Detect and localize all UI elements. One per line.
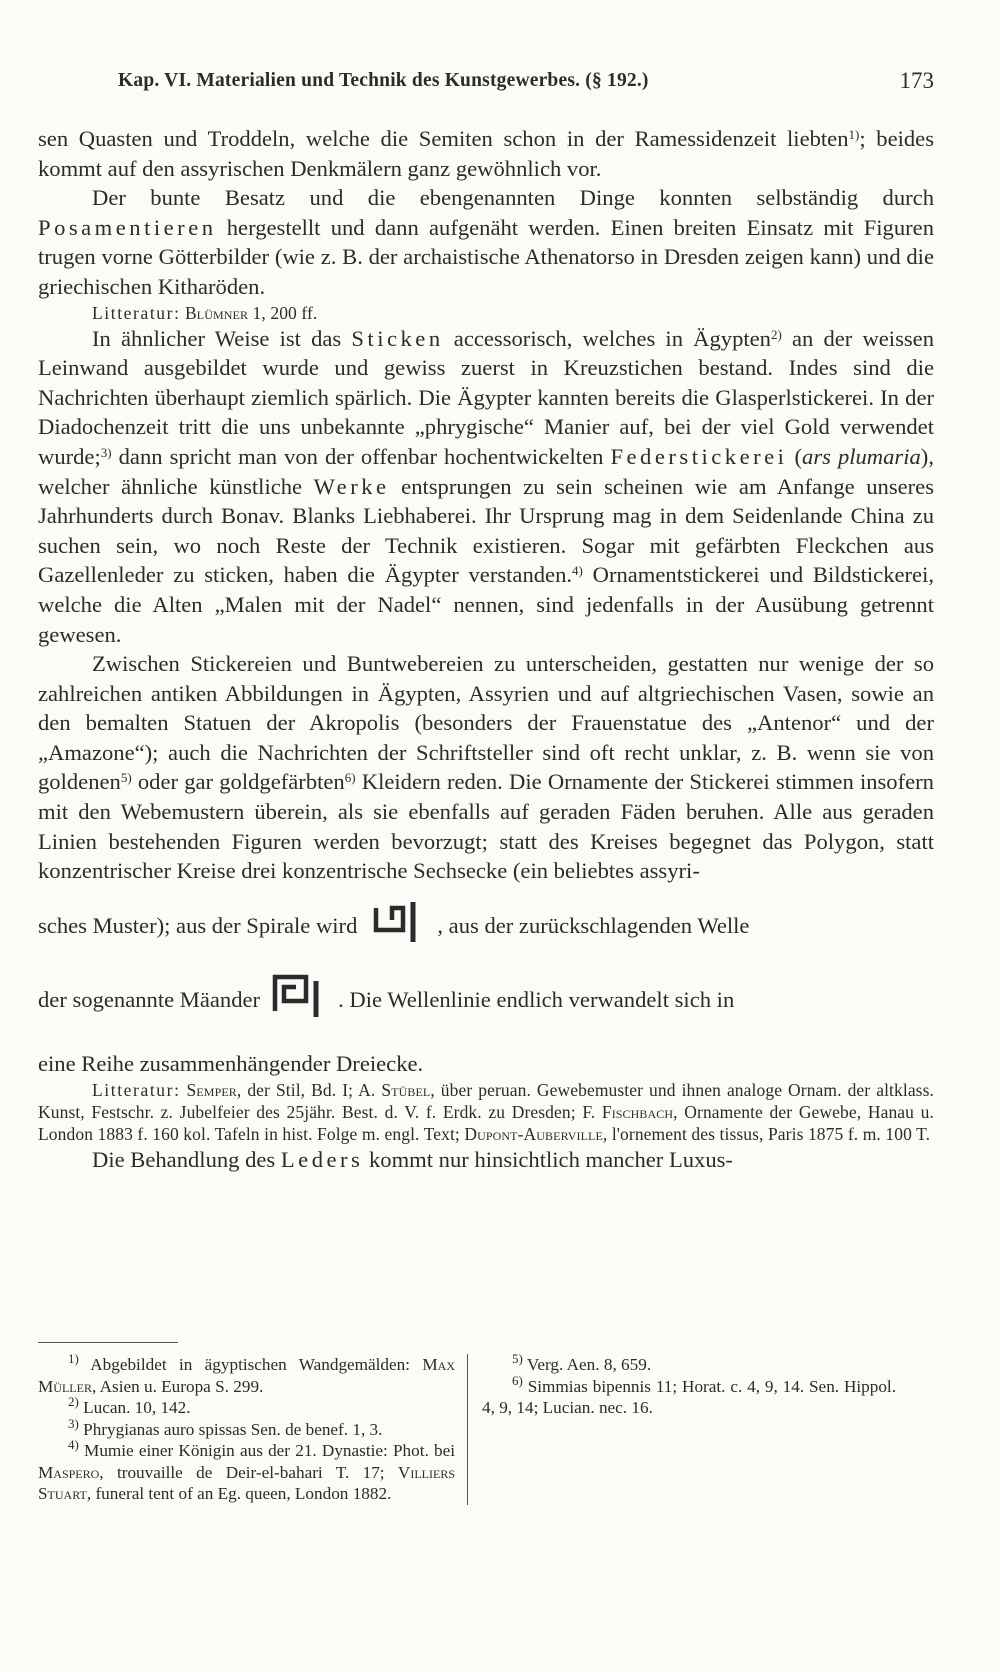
running-header — [38, 70, 934, 100]
paragraph: Zwischen Stickereien und Buntwebereien zu unterscheiden, gestatten nur wenige der so zahlreichen antiken Abbildungen in Ägypten, Assyrien und auf altgriechischen Vasen, sowie an den bemalten Statuen der Akropolis (besonders der Frauenstatue des „Antenor“ und der „Amazone“); auch die Nachrichten der Schriftsteller sind oft recht unklar, z. B. wenn sie von goldenen$^{5)}$ oder gar goldgefärbten$^{6)}$ Kleidern reden. Die Ornamente der Stickerei stimmen insofern mit den Webemustern überein, als sie ebenfalls auf geraden Fäden beruhen. Alle aus geraden Linien bestehenden Figuren werden bevorzugt; statt des Kreises begegnet das Polygon, statt konzentrischer Kreise drei konzentrische Sechsecke (ein beliebtes assyri- — [38, 651, 934, 884]
literature-note: Litteratur: Semper, der Stil, Bd. I; A. Stübel, über peruan. Gewebemuster und ihnen analoge Ornam. der altklass. Kunst, Festschr. z. Jubelfeier des 25jähr. Best. d. V. f. Erdk. zu Dresden; F. Fischbach, Ornamente der Gewebe, Hanau u. London 1883 f. 160 kol. Tafeln in hist. Folge m. engl. Text; Dupont-Auberville, l'ornement des tissus, Paris 1875 f. m. 100 T. — [38, 1079, 934, 1144]
footnote: $^{4)}$ Mumie einer Königin aus der 21. Dynastie: Phot. bei Maspero, trouvaille de Deir-el-bahari T. 17; Villiers Stuart, funeral tent of an Eg. queen, London 1882. — [38, 1437, 455, 1503]
page — [38, 70, 934, 1174]
footnotes — [38, 1351, 896, 1505]
figure-line: der sogenannte Mäander . Die Wellenlinie endlich verwandelt sich in — [38, 973, 934, 1027]
main-text — [38, 124, 934, 1174]
paragraph: eine Reihe zusammenhängender Dreiecke. — [38, 1051, 424, 1077]
paragraph: In ähnlicher Weise ist das Sticken accessorisch, welches in Ägypten$^{2)}$ an der weissen Leinwand ausgebildet wurde und gewiss zuerst in Kreuzstichen bestand. Indes sind die Nachrichten überhaupt ziemlich spärlich. Die Ägypter kannten bereits die Glasperlstickerei. In der Diadochenzeit tritt die uns unbekannte „phrygische“ Manier auf, bei der viel Gold verwendet wurde;$^{3)}$ dann spricht man von der offenbar hochentwickelten Federstickerei (ars plumaria), welcher ähnliche künstliche Werke entsprungen zu sein scheinen wie am Anfange unseres Jahrhunderts durch Bonav. Blanks Liebhaberei. Ihr Ursprung mag in dem Seidenlande China zu suchen sein, wo noch Reste der Technik existieren. Sogar mit gefärbten Fleckchen aus Gazellenleder zu sticken, haben die Ägypter verstanden.$^{4)}$ Ornamentstickerei und Bildstickerei, welche die Alten „Malen mit der Nadel“ nennen, sind jedenfalls in der Ausübung getrennt gewesen. — [38, 325, 934, 647]
footnote: $^{3)}$ Phrygianas auro spissas Sen. de benef. 1, 3. — [68, 1415, 383, 1439]
spaced-term: Leders — [280, 1146, 364, 1172]
footnote-ref: 2) — [770, 326, 782, 342]
footnote: $^{2)}$ Lucan. 10, 142. — [68, 1394, 191, 1417]
spaced-term: Posamentieren — [38, 214, 217, 240]
footnote-rule — [38, 1342, 178, 1343]
literature-note: Litteratur: Blümner 1, 200 ff. — [92, 302, 318, 323]
page-number: 173 — [899, 68, 934, 93]
footnote: $^{5)}$ Verg. Aen. 8, 659. — [512, 1351, 652, 1374]
footnote-ref: 4) — [572, 563, 583, 579]
footnote: $^{6)}$ Simmias bipennis 11; Horat. c. 4, 9, 14. Sen. Hippol. 4, 9, 14; Lucian. nec. 16. — [482, 1372, 896, 1417]
footnote-ref: 1) — [848, 127, 860, 142]
footnotes-right-column — [468, 1351, 896, 1505]
paragraph: Die Behandlung des Leders kommt nur hinsichtlich mancher Luxus- — [92, 1146, 733, 1172]
footnotes-left-column — [38, 1351, 468, 1505]
footnote-ref: 5) — [120, 770, 132, 786]
paragraph: Der bunte Besatz und die ebengenannten Dinge konnten selbständig durch Posamentieren hergestellt und dann aufgenäht werden. Einen breiten Einsatz mit Figuren trugen vorne Götterbilder (wie z. B. der archaistische Athenatorso in Dresden zeigen kann) und die griechischen Kitharöden. — [38, 185, 934, 299]
footnote-ref: 6) — [344, 770, 356, 786]
spaced-term: Sticken — [351, 325, 444, 351]
footnote: $^{1)}$ Abgebildet in ägyptischen Wandgemälden: Max Müller, Asien u. Europa S. 299. — [38, 1351, 455, 1396]
paragraph: sen Quasten und Troddeln, welche die Semiten schon in der Ramessidenzeit liebten$^{1)}$; beides kommt auf den assyrischen Denkmälern ganz gewöhnlich vor. — [38, 126, 934, 181]
chapter-title: Kap. VI. Materialien und Technik des Kunstgewerbes. (§ 192.) — [118, 70, 649, 91]
italic-term: ars plumaria — [802, 443, 921, 469]
footnote-ref: 3) — [100, 444, 112, 460]
figure-line: sches Muster); aus der Spirale wird , aus der zurückschlagenden Welle — [38, 900, 934, 952]
spiral-meander-glyph — [373, 900, 423, 952]
meander-glyph — [272, 973, 324, 1027]
